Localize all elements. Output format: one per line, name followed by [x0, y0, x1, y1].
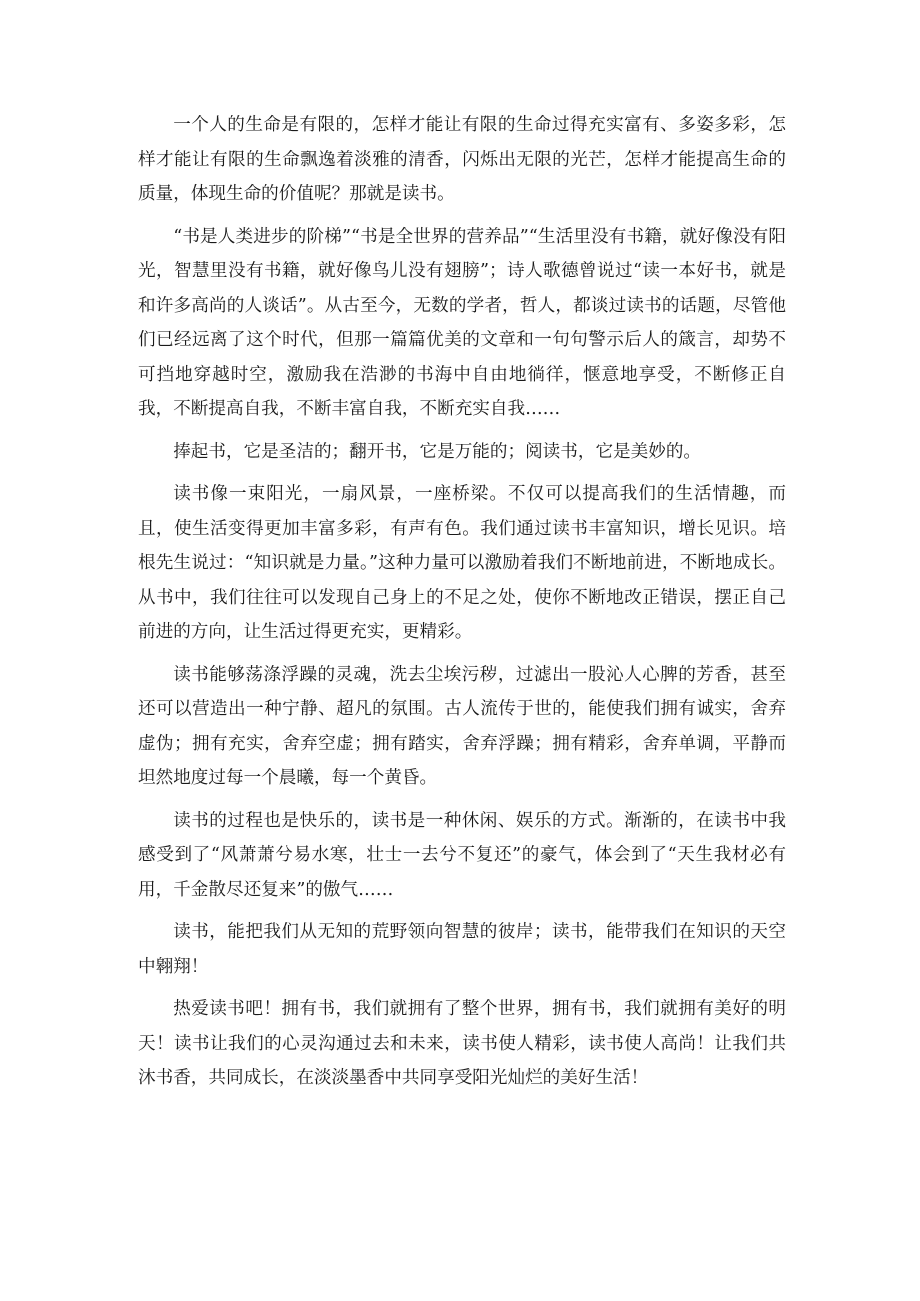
paragraph: 读书的过程也是快乐的，读书是一种休闲、娱乐的方式。渐渐的，在读书中我感受到了“风萧萧兮易水寒，壮士一去兮不复还”的豪气，体会到了“天生我材必有用，千金散尽还复来”的傲气……	[138, 810, 786, 900]
paragraph: 读书像一束阳光，一扇风景，一座桥梁。不仅可以提高我们的生活情趣，而且，使生活变得更加丰富多彩，有声有色。我们通过读书丰富知识，增长见识。培根先生说过：“知识就是力量。”这种力量可以激励着我们不断地前进，不断地成长。从书中，我们往往可以发现自己身上的不足之处，使你不断地改正错误，摆正自己前进的方向，让生活过得更充实，更精彩。	[138, 484, 786, 642]
paragraph: “书是人类进步的阶梯”“书是全世界的营养品”“生活里没有书籍，就好像没有阳光，智慧里没有书籍，就好像鸟儿没有翅膀”；诗人歌德曾说过“读一本好书，就是和许多高尚的人谈话”。从古至今，无数的学者，哲人，都谈过读书的话题，尽管他们已经远离了这个时代，但那一篇篇优美的文章和一句句警示后人的箴言，却势不可挡地穿越时空，激励我在浩渺的书海中自由地徜徉，惬意地享受，不断修正自我，不断提高自我，不断丰富自我，不断充实自我……	[138, 226, 786, 419]
paragraph: 热爱读书吧！拥有书，我们就拥有了整个世界，拥有书，我们就拥有美好的明天！读书让我们的心灵沟通过去和未来，读书使人精彩，读书使人高尚！让我们共沐书香，共同成长，在淡淡墨香中共同享受阳光灿烂的美好生活！	[138, 999, 786, 1088]
paragraph: 捧起书，它是圣洁的；翻开书，它是万能的；阅读书，它是美妙的。	[173, 441, 702, 462]
document-body	[138, 108, 786, 1104]
paragraph: 读书，能把我们从无知的荒野领向智慧的彼岸；读书，能带我们在知识的天空中翱翔！	[138, 922, 786, 977]
paragraph: 一个人的生命是有限的，怎样才能让有限的生命过得充实富有、多姿多彩，怎样才能让有限的生命飘逸着淡雅的清香，闪烁出无限的光芒，怎样才能提高生命的质量，体现生命的价值呢？那就是读书。	[138, 115, 786, 204]
paragraph: 读书能够荡涤浮躁的灵魂，洗去尘埃污秽，过滤出一股沁人心脾的芳香，甚至还可以营造出一种宁静、超凡的氛围。古人流传于世的，能使我们拥有诚实，舍弃虚伪；拥有充实，舍弃空虚；拥有踏实，舍弃浮躁；拥有精彩，舍弃单调，平静而坦然地度过每一个晨曦，每一个黄昏。	[138, 664, 786, 788]
